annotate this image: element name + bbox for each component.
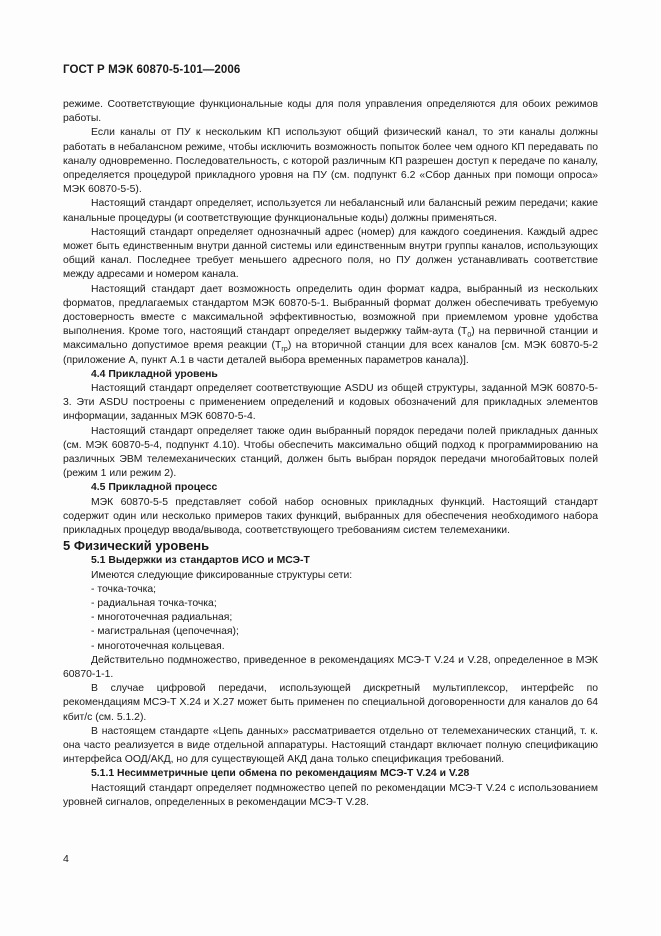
paragraph: В настоящем стандарте «Цепь данных» рассматривается отдельно от телемеханических станций, т. к. она часто реализуется в виде отдельной аппаратуры. Настоящий стандарт включает полную спецификацию интерфейса ООД/АКД, но для существующей АКД дана только спецификация требований. <box>63 725 598 766</box>
section-heading-5: 5 Физический уровень <box>63 538 210 554</box>
list-item: - многоточечная кольцевая. <box>91 640 225 652</box>
document-body <box>63 98 598 810</box>
paragraph: Настоящий стандарт определяет, используется ли небалансный или балансный режим передачи; какие канальные процедуры (и соответствующие функциональные коды) должны применяться. <box>63 198 598 224</box>
paragraph: Имеются следующие фиксированные структуры сети: <box>91 569 353 581</box>
section-heading-4-5: 4.5 Прикладной процесс <box>91 482 218 494</box>
paragraph: режиме. Соответствующие функциональные коды для поля управления определяются для обоих режимов работы. <box>63 99 598 125</box>
section-heading-4-4: 4.4 Прикладной уровень <box>91 368 218 380</box>
paragraph: МЭК 60870-5-5 представляет собой набор основных прикладных функций. Настоящий стандарт содержит один или несколько примеров таких функций, выбранных для обеспечения необходимого набора прикладных процедур ввода/вывода, соответствующего требованиям систем телемеханики. <box>63 496 598 537</box>
paragraph: Настоящий стандарт определяет также один выбранный порядок передачи полей прикладных данных (см. МЭК 60870-5-4, подпункт 4.10). Чтобы обеспечить максимально общий подход к программированию на различных ЭВМ телемеханических станций, должен быть выбран порядок передачи многобайтовых полей (режим 1 или режим 2). <box>63 425 598 480</box>
paragraph: Настоящий стандарт определяет подмножество цепей по рекомендации МСЭ-Т V.24 с использованием уровней сигналов, определенных в рекомендации МСЭ-Т V.28. <box>63 782 598 808</box>
paragraph: Настоящий стандарт определяет однозначный адрес (номер) для каждого соединения. Каждый адрес может быть единственным внутри данной системы или единственным внутри группы каналов, использующих общий канал. Последнее требует меньшего адресного поля, но ПУ должен устанавливать соответствие между адресами и номером канала. <box>63 226 598 281</box>
paragraph: В случае цифровой передачи, использующей дискретный мультиплексор, интерфейс по рекомендациям МСЭ-Т X.24 и X.27 может быть применен по специальной договоренности для каналов до 64 кбит/с (см. 5.1.2). <box>63 683 598 723</box>
list-item: - многоточечная радиальная; <box>91 612 233 624</box>
paragraph: Если каналы от ПУ к нескольким КП используют общий физический канал, то эти каналы должны работать в небалансном режиме, чтобы исключить возможность попыток более чем одного КП передавать по каналу одновременно. Последовательность, с которой различным КП разрешен доступ к передаче по каналу, определяется процедурой прикладного уровня на ПУ (см. подпункт 6.2 «Сбор данных при помощи опроса» МЭК 60870-5-5). <box>63 127 598 196</box>
section-heading-5-1-1: 5.1.1 Несимметричные цепи обмена по рекомендациям МСЭ-Т V.24 и V.28 <box>91 768 470 780</box>
list-item: - магистральная (цепочечная); <box>91 626 239 638</box>
paragraph: Действительно подмножество, приведенное в рекомендациях МСЭ-Т V.24 и V.28, определенное в МЭК 60870-1-1. <box>63 654 598 680</box>
list-item: - радиальная точка-точка; <box>91 597 217 609</box>
page-number: 4 <box>63 853 69 865</box>
paragraph: Настоящий стандарт определяет соответствующие ASDU из общей структуры, заданной МЭК 60870-5-3. Эти ASDU построены с применением определений и кодовых обозначений для прикладных элементов информации, заданных МЭК 60870-5-4. <box>63 383 598 423</box>
page-header: ГОСТ Р МЭК 60870-5-101—2006 <box>63 64 241 76</box>
paragraph-timeout: Настоящий стандарт дает возможность определить один формат кадра, выбранный из нескольких форматов, предлагаемых стандартом МЭК 60870-5-1. Выбранный формат должен обеспечивать требуемую достоверность вместе с максимальной эффективностью, возможной при приемлемом уровне удобства выполнения. Кроме того, настоящий стандарт определяет выдержку тайм-аута $(T_0)$ на первичной станции и максимально допустимое время реакции $(T_{гр})$ на вторичной станции для всех каналов [см. МЭК 60870-5-2 (приложение А, пункт А.1 в части деталей выбора временных параметров канала)]. <box>63 283 598 366</box>
list-item: - точка-точка; <box>91 583 157 595</box>
section-heading-5-1: 5.1 Выдержки из стандартов ИСО и МСЭ-Т <box>91 555 310 567</box>
